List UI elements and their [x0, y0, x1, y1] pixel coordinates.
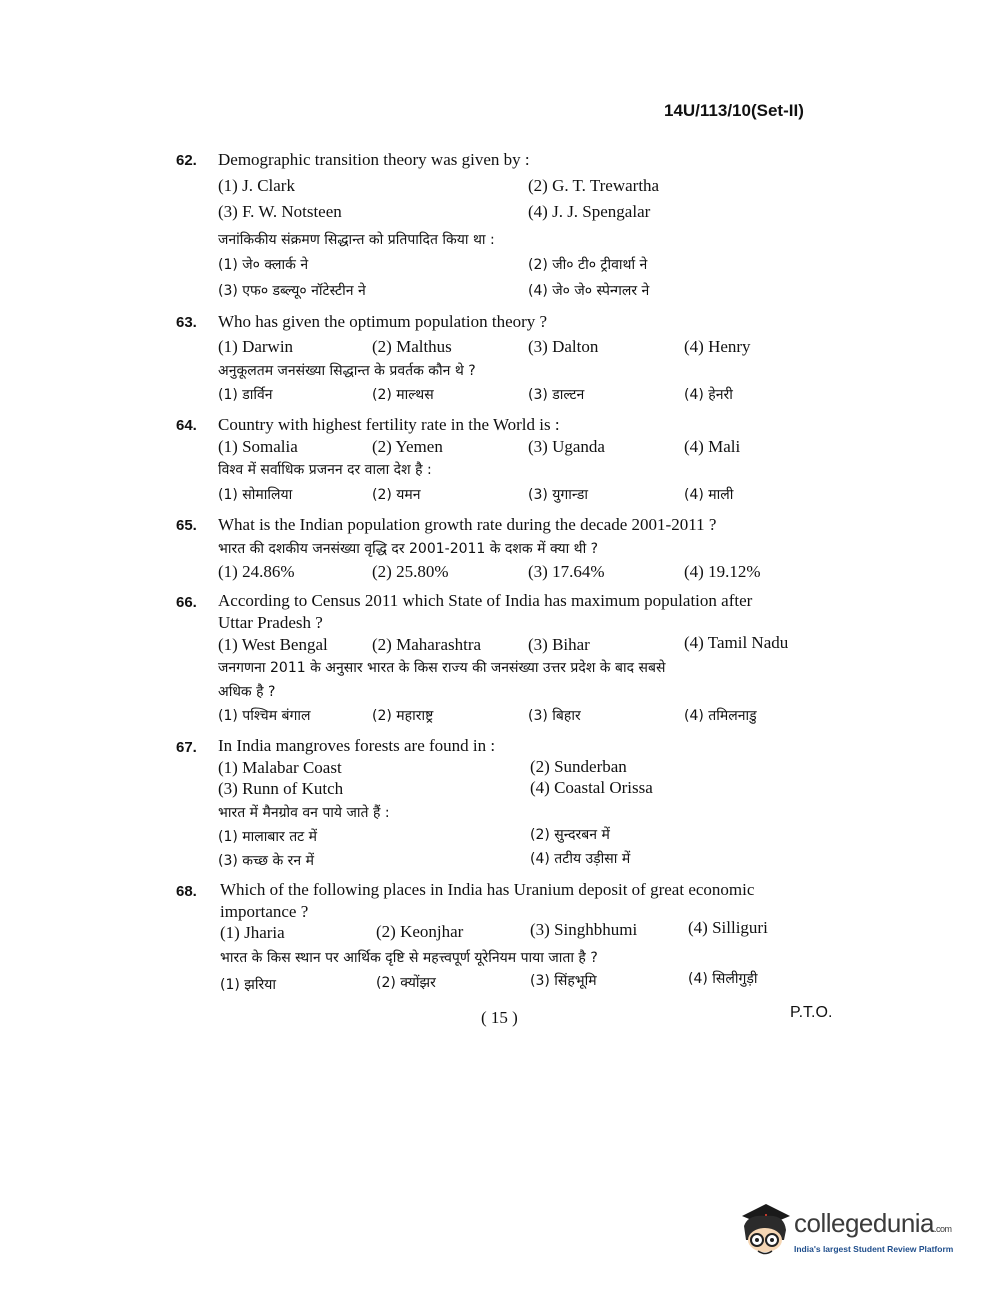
question-text-hi: भारत में मैनग्रोव वन पाये जाते हैं : [218, 805, 390, 821]
option-en: (4) Henry [684, 337, 751, 356]
question-text-en: Who has given the optimum population theory ? [218, 312, 548, 331]
brand-suffix: .com [934, 1224, 952, 1234]
question-text-hi: भारत के किस स्थान पर आर्थिक दृष्टि से महत्त्वपूर्ण यूरेनियम पाया जाता है ? [220, 950, 598, 966]
option-en: (1) Somalia [218, 437, 298, 456]
option-en: (2) Malthus [372, 337, 452, 356]
question-text-en: In India mangroves forests are found in : [218, 736, 496, 755]
option-hi: (4) जे० जे० स्पेन्गलर ने [528, 283, 650, 299]
option-en: (4) Silliguri [688, 918, 768, 937]
option-hi: (3) बिहार [528, 708, 581, 724]
option-en: (1) Jharia [220, 923, 285, 942]
option-hi: (4) तटीय उड़ीसा में [530, 851, 631, 867]
option-en: (2) Keonjhar [376, 922, 464, 941]
option-hi: (2) महाराष्ट्र [372, 708, 434, 724]
question-text-en: Demographic transition theory was given by : [218, 150, 530, 169]
option-hi: (2) यमन [372, 487, 421, 503]
question-number: 65. [176, 517, 197, 534]
option-hi: (2) माल्थस [372, 387, 434, 403]
page-number: ( 15 ) [481, 1008, 518, 1027]
question-text-en: Country with highest fertility rate in the World is : [218, 415, 560, 434]
question-text-hi: अनुकूलतम जनसंख्या सिद्धान्त के प्रवर्तक कौन थे ? [218, 363, 476, 379]
option-hi: (4) माली [684, 487, 734, 503]
brand-tagline: India's largest Student Review Platform [794, 1244, 954, 1254]
question-text-hi-cont: अधिक है ? [218, 684, 276, 700]
question-text-en: According to Census 2011 which State of India has maximum population after [218, 591, 753, 610]
option-hi: (1) पश्चिम बंगाल [218, 708, 311, 724]
option-en: (3) F. W. Notsteen [218, 202, 342, 221]
option: (1) 24.86% [218, 562, 295, 581]
question-text-hi: विश्व में सर्वाधिक प्रजनन दर वाला देश है : [218, 462, 432, 478]
option-hi: (1) मालाबार तट में [218, 829, 318, 845]
question-number: 68. [176, 883, 197, 900]
option-en: (4) J. J. Spengalar [528, 202, 651, 221]
question-number: 63. [176, 314, 197, 331]
collegedunia-watermark [736, 1196, 956, 1266]
option-en: (1) J. Clark [218, 176, 295, 195]
option-hi: (3) कच्छ के रन में [218, 853, 314, 869]
question-text-hi: जनगणना 2011 के अनुसार भारत के किस राज्य की जनसंख्या उत्तर प्रदेश के बाद सबसे [218, 660, 666, 676]
question-number: 62. [176, 152, 197, 169]
option-hi: (4) हेनरी [684, 387, 733, 403]
option-hi: (2) जी० टी० ट्रीवार्था ने [528, 257, 648, 273]
question-text-hi: भारत की दशकीय जनसंख्या वृद्धि दर 2001-2011 के दशक में क्या थी ? [218, 541, 599, 557]
option-en: (2) Maharashtra [372, 635, 482, 654]
option-hi: (4) सिलीगुड़ी [688, 971, 758, 987]
option: (4) 19.12% [684, 562, 761, 581]
question-text-en: Which of the following places in India has Uranium deposit of great economic [220, 880, 755, 899]
question-number: 67. [176, 739, 197, 756]
question-text-en-cont: importance ? [220, 902, 309, 921]
question-text-en: What is the Indian population growth rate during the decade 2001-2011 ? [218, 515, 717, 534]
brand-name: collegedunia [794, 1208, 935, 1238]
option-en: (1) West Bengal [218, 635, 328, 654]
option: (3) 17.64% [528, 562, 605, 581]
option-en: (2) Yemen [372, 437, 443, 456]
option-en: (4) Coastal Orissa [530, 778, 653, 797]
option-hi: (1) डार्विन [218, 387, 273, 403]
option-en: (3) Bihar [528, 635, 590, 654]
option-hi: (1) सोमालिया [218, 487, 293, 503]
option-en: (4) Tamil Nadu [684, 633, 789, 652]
paper-code: 14U/113/10(Set-II) [664, 101, 804, 120]
option-en: (3) Runn of Kutch [218, 779, 344, 798]
option-hi: (3) डाल्टन [528, 387, 585, 403]
option-hi: (3) युगान्डा [528, 487, 589, 503]
option-hi: (2) सुन्दरबन में [530, 827, 610, 843]
option-en: (3) Uganda [528, 437, 605, 456]
option-hi: (1) जे० क्लार्क ने [218, 257, 309, 273]
question-number: 64. [176, 417, 197, 434]
option-hi: (2) क्योंझर [376, 975, 436, 991]
option-en: (2) Sunderban [530, 757, 627, 776]
option-hi: (1) झरिया [220, 977, 276, 993]
option-hi: (4) तमिलनाडु [684, 708, 757, 724]
option-en: (2) G. T. Trewartha [528, 176, 660, 195]
question-number: 66. [176, 594, 197, 611]
option-en: (4) Mali [684, 437, 741, 456]
option-hi: (3) एफ० डब्ल्यू० नॉटेस्टीन ने [218, 283, 366, 299]
option-en: (3) Dalton [528, 337, 599, 356]
option-en: (1) Darwin [218, 337, 294, 356]
option-hi: (3) सिंहभूमि [530, 973, 597, 989]
option: (2) 25.80% [372, 562, 449, 581]
question-text-en-cont: Uttar Pradesh ? [218, 613, 323, 632]
question-text-hi: जनांकिकीय संक्रमण सिद्धान्त को प्रतिपादित किया था : [218, 232, 495, 248]
option-en: (3) Singhbhumi [530, 920, 638, 939]
option-en: (1) Malabar Coast [218, 758, 342, 777]
mascot-icon [736, 1196, 792, 1262]
pto-label: P.T.O. [790, 1004, 833, 1021]
